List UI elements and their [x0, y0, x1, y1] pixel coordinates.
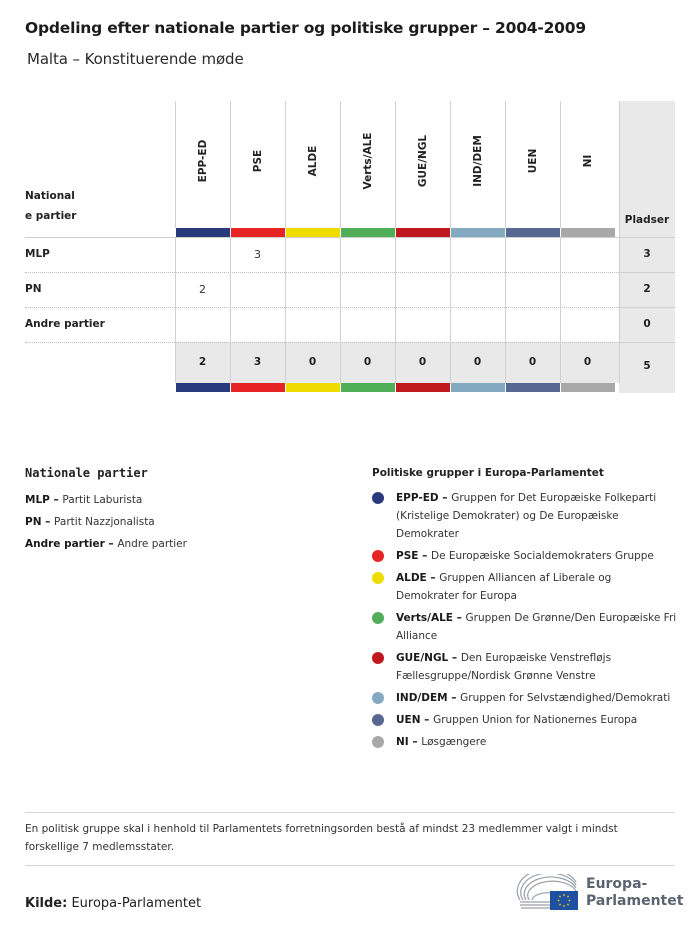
column-header-label: IND/DEM [472, 135, 484, 187]
top-color-bar-pse [231, 228, 285, 237]
logo-text [586, 876, 683, 910]
page-title: Opdeling efter nationale partier og politiske grupper – 2004-2009 [25, 19, 586, 37]
seats-header: Pladser [624, 214, 670, 226]
source-label: Kilde: [25, 896, 68, 911]
total-cell-alde: 0 [308, 356, 317, 368]
footer-divider [25, 812, 675, 813]
national-header-line2: e partier [25, 210, 77, 222]
top-color-bar-verts-ale [341, 228, 395, 237]
column-header-label: Verts/ALE [362, 132, 374, 190]
header-divider [25, 237, 675, 238]
footnote: En politisk gruppe skal i henhold til Parlamentets forretningsorden bestå af mindst 23 medlemmer valgt i mindst forskellige 7 medlemsstater. [25, 823, 618, 853]
group-color-dot-icon [372, 572, 384, 584]
group-legend-item [372, 711, 677, 729]
group-legend-item [372, 569, 677, 605]
row-label-pn: PN [25, 283, 42, 295]
total-cell-uen: 0 [528, 356, 537, 368]
column-header-gue-ngl [395, 101, 450, 228]
legend-separator: – [420, 714, 434, 726]
national-legend-item [25, 533, 187, 555]
total-cell-epp-ed: 2 [198, 356, 207, 368]
column-header-epp-ed [175, 101, 230, 228]
column-header-label: GUE/NGL [417, 134, 429, 188]
table-cell: 2 [199, 283, 206, 296]
column-header-pse [230, 101, 285, 228]
top-color-bar-ind-dem [451, 228, 505, 237]
column-divider [619, 101, 620, 383]
legend-abbr: Andre partier [25, 538, 105, 550]
legend-abbr: MLP [25, 494, 50, 506]
bottom-color-bar-ni [561, 383, 615, 392]
row-divider [25, 342, 619, 343]
legend-separator: – [426, 572, 440, 584]
group-legend-item [372, 733, 677, 751]
column-header-label: EPP-ED [197, 139, 209, 183]
footer-divider [25, 865, 675, 866]
legend-separator: – [408, 736, 422, 748]
legend-name: Løsgængere [421, 736, 487, 748]
legend-abbr: Verts/ALE [396, 612, 453, 624]
row-label-andre: Andre partier [25, 318, 105, 330]
group-legend-item [372, 689, 677, 707]
european-parliament-logo [516, 874, 684, 914]
table-cell: 3 [254, 248, 261, 261]
column-header-ni [560, 101, 615, 228]
seat-distribution-table [25, 101, 675, 393]
bottom-color-bar-epp-ed [176, 383, 230, 392]
legend-separator: – [448, 652, 461, 664]
legend-separator: – [41, 516, 55, 528]
bottom-color-bar-alde [286, 383, 340, 392]
legend-name: Gruppen for Selvstændighed/Demokrati [460, 692, 671, 704]
seats-total: 5 [643, 360, 651, 372]
national-legend-title: Nationale partier [25, 466, 148, 480]
national-legend-item [25, 511, 187, 533]
legend-separator: – [438, 492, 452, 504]
national-parties-header [25, 186, 76, 226]
eu-flag-icon [550, 891, 578, 910]
total-cell-gue-ngl: 0 [418, 356, 427, 368]
legend-name: Gruppen Union for Nationernes Europa [433, 714, 638, 726]
bottom-color-bar-gue-ngl [396, 383, 450, 392]
total-cell-pse: 3 [253, 356, 262, 368]
seats-andre: 0 [643, 318, 651, 330]
source-line [25, 896, 201, 911]
column-header-uen [505, 101, 560, 228]
seats-column [619, 101, 675, 393]
column-header-ind-dem [450, 101, 505, 228]
legend-separator: – [49, 494, 63, 506]
top-color-bar-uen [506, 228, 560, 237]
legend-name: Partit Nazzjonalista [54, 516, 155, 528]
bottom-color-bar-verts-ale [341, 383, 395, 392]
bottom-color-bar-ind-dem [451, 383, 505, 392]
national-legend-item [25, 489, 187, 511]
legend-abbr: PSE [396, 550, 419, 562]
group-legend-item [372, 547, 677, 565]
legend-abbr: ALDE [396, 572, 427, 584]
legend-separator: – [452, 612, 466, 624]
group-legend-item [372, 609, 677, 645]
group-color-dot-icon [372, 652, 384, 664]
row-label-mlp: MLP [25, 248, 50, 260]
political-groups-legend [372, 467, 677, 755]
legend-abbr: NI [396, 736, 409, 748]
column-header-label: UEN [527, 148, 539, 174]
column-header-verts-ale [340, 101, 395, 228]
row-divider [25, 307, 619, 308]
legend-name: Partit Laburista [62, 494, 143, 506]
legend-abbr: UEN [396, 714, 421, 726]
legend-name: Gruppen De Grønne/Den Europæiske Fri Alliance [396, 612, 677, 642]
source-value: Europa-Parlamentet [67, 896, 202, 911]
legend-name: Den Europæiske Venstrefløjs Fællesgruppe/Nordisk Grønne Venstre [396, 652, 612, 682]
legend-separator: – [418, 550, 431, 562]
bottom-color-bar-pse [231, 383, 285, 392]
column-header-label: ALDE [307, 145, 319, 177]
hemicycle-icon [516, 874, 580, 914]
column-header-label: PSE [252, 149, 264, 173]
group-color-dot-icon [372, 612, 384, 624]
legend-abbr: GUE/NGL [396, 652, 449, 664]
legend-abbr: PN [25, 516, 42, 528]
legend-separator: – [104, 538, 118, 550]
national-parties-legend [25, 466, 187, 555]
legend-separator: – [447, 692, 461, 704]
top-color-bar-ni [561, 228, 615, 237]
legend-name: De Europæiske Socialdemokraters Gruppe [431, 550, 654, 562]
top-color-bar-epp-ed [176, 228, 230, 237]
column-header-label: NI [582, 154, 594, 168]
logo-line2: Parlamentet [586, 893, 684, 909]
total-cell-verts-ale: 0 [363, 356, 372, 368]
group-color-dot-icon [372, 550, 384, 562]
legend-abbr: IND/DEM [396, 692, 448, 704]
total-cell-ind-dem: 0 [473, 356, 482, 368]
national-header-line1: National [25, 190, 75, 202]
group-legend-title: Politiske grupper i Europa-Parlamentet [372, 467, 604, 479]
row-divider [619, 307, 675, 308]
column-header-alde [285, 101, 340, 228]
group-legend-item [372, 489, 677, 543]
group-legend-item [372, 649, 677, 685]
row-divider [25, 272, 619, 273]
row-divider [619, 272, 675, 273]
top-color-bar-gue-ngl [396, 228, 450, 237]
top-color-bar-alde [286, 228, 340, 237]
legend-name: Gruppen Alliancen af Liberale og Demokrater for Europa [396, 572, 612, 602]
total-cell-ni: 0 [583, 356, 592, 368]
group-color-dot-icon [372, 692, 384, 704]
legend-name: Gruppen for Det Europæiske Folkeparti (Kristelige Demokrater) og De Europæiske Demokrater [396, 492, 657, 540]
seats-mlp: 3 [643, 248, 651, 260]
page-subtitle: Malta – Konstituerende møde [27, 50, 244, 68]
logo-line1: Europa- [586, 876, 648, 892]
group-color-dot-icon [372, 492, 384, 504]
group-color-dot-icon [372, 736, 384, 748]
row-divider [619, 342, 675, 343]
group-color-dot-icon [372, 714, 384, 726]
legend-abbr: EPP-ED [396, 492, 439, 504]
seats-pn: 2 [643, 283, 651, 295]
bottom-color-bar-uen [506, 383, 560, 392]
legend-name: Andre partier [117, 538, 187, 550]
